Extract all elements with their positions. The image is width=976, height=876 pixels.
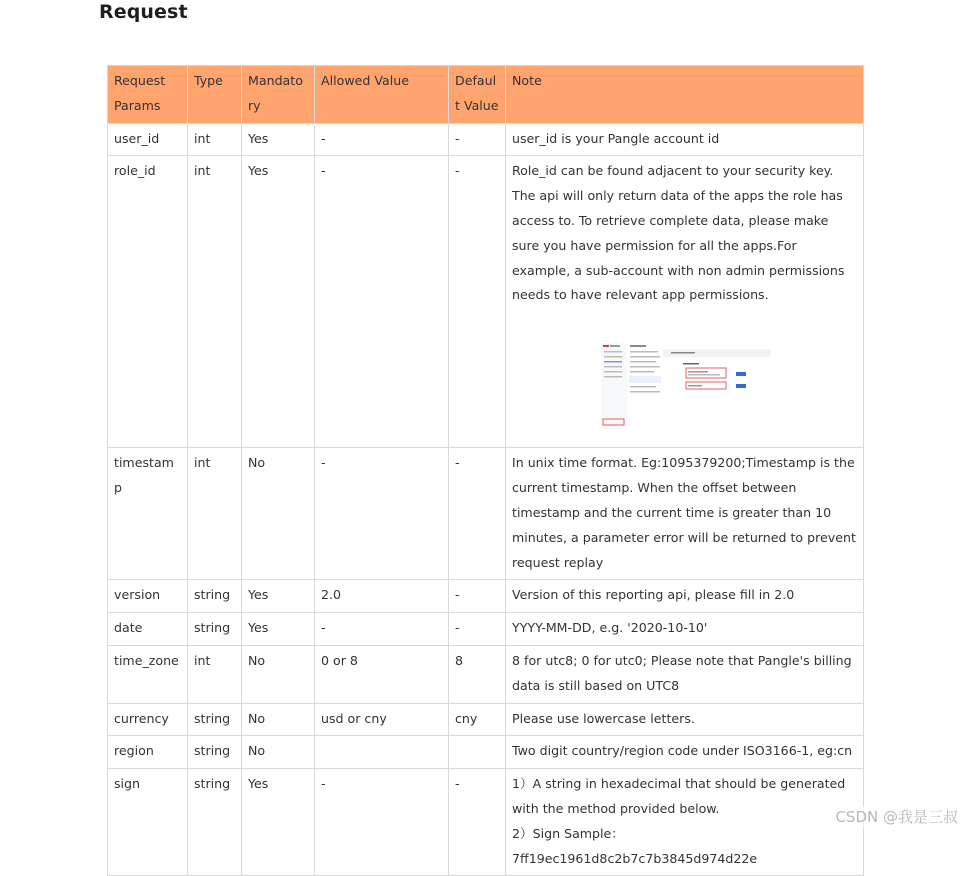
cell-type: string bbox=[188, 613, 242, 646]
request-params-table-container bbox=[107, 65, 863, 876]
cell-default-value: - bbox=[449, 156, 506, 448]
header-default-value: Default Value bbox=[449, 66, 506, 124]
table-row bbox=[108, 448, 864, 580]
table-row bbox=[108, 123, 864, 156]
cell-default-value: - bbox=[449, 448, 506, 580]
page-title: Request bbox=[99, 1, 188, 23]
cell-note: Please use lowercase letters. bbox=[506, 703, 864, 736]
cell-mandatory: No bbox=[242, 448, 315, 580]
cell-note bbox=[506, 769, 864, 876]
cell-param: currency bbox=[108, 703, 188, 736]
request-params-table bbox=[107, 65, 864, 876]
cell-type: string bbox=[188, 736, 242, 769]
cell-mandatory: Yes bbox=[242, 769, 315, 876]
table-header-row bbox=[108, 66, 864, 124]
cell-default-value: 8 bbox=[449, 645, 506, 703]
role-id-note-text: Role_id can be found adjacent to your security key. The api will only return data of the apps the role has access to. To retrieve complete data, please make sure you have permission for all the apps.For example, a sub-account with non admin permissions needs to have relevant app permissions. bbox=[512, 163, 845, 303]
table-row bbox=[108, 645, 864, 703]
cell-mandatory: Yes bbox=[242, 156, 315, 448]
cell-note: YYYY-MM-DD, e.g. '2020-10-10' bbox=[506, 613, 864, 646]
cell-default-value: - bbox=[449, 769, 506, 876]
table-row bbox=[108, 613, 864, 646]
header-note: Note bbox=[506, 66, 864, 124]
cell-allowed-value: 2.0 bbox=[315, 580, 449, 613]
csdn-watermark: CSDN @我是三叔 bbox=[835, 808, 958, 826]
sign-note-line-2: 2）Sign Sample：7ff19ec1961d8c2b7c7b3845d974d22e bbox=[512, 825, 758, 866]
cell-param: timestamp bbox=[108, 448, 188, 580]
cell-type: int bbox=[188, 156, 242, 448]
cell-mandatory: No bbox=[242, 736, 315, 769]
header-mandatory: Mandatory bbox=[242, 66, 315, 124]
cell-default-value: cny bbox=[449, 703, 506, 736]
cell-allowed-value bbox=[315, 736, 449, 769]
table-row bbox=[108, 580, 864, 613]
header-allowed-value: Allowed Value bbox=[315, 66, 449, 124]
cell-param: role_id bbox=[108, 156, 188, 448]
cell-default-value: - bbox=[449, 123, 506, 156]
cell-mandatory: Yes bbox=[242, 580, 315, 613]
cell-type: int bbox=[188, 645, 242, 703]
cell-param: region bbox=[108, 736, 188, 769]
cell-default-value: - bbox=[449, 613, 506, 646]
cell-mandatory: Yes bbox=[242, 613, 315, 646]
cell-type: string bbox=[188, 580, 242, 613]
cell-note bbox=[506, 156, 864, 448]
table-row bbox=[108, 156, 864, 448]
cell-type: string bbox=[188, 769, 242, 876]
role-id-screenshot-image bbox=[601, 341, 771, 431]
cell-default-value: - bbox=[449, 580, 506, 613]
cell-param: date bbox=[108, 613, 188, 646]
cell-note: Two digit country/region code under ISO3166-1, eg:cn bbox=[506, 736, 864, 769]
cell-allowed-value: 0 or 8 bbox=[315, 645, 449, 703]
cell-default-value bbox=[449, 736, 506, 769]
cell-mandatory: No bbox=[242, 645, 315, 703]
table-row bbox=[108, 769, 864, 876]
cell-allowed-value: - bbox=[315, 448, 449, 580]
cell-note: Version of this reporting api, please fill in 2.0 bbox=[506, 580, 864, 613]
cell-allowed-value: - bbox=[315, 123, 449, 156]
sign-note-line-1: 1）A string in hexadecimal that should be generated with the method provided below. bbox=[512, 776, 846, 816]
cell-type: int bbox=[188, 123, 242, 156]
cell-param: time_zone bbox=[108, 645, 188, 703]
cell-mandatory: No bbox=[242, 703, 315, 736]
cell-note: In unix time format. Eg:1095379200;Timestamp is the current timestamp. When the offset between timestamp and the current time is greater than 10 minutes, a parameter error will be returned to prevent request replay bbox=[506, 448, 864, 580]
table-row bbox=[108, 703, 864, 736]
cell-type: string bbox=[188, 703, 242, 736]
cell-param: sign bbox=[108, 769, 188, 876]
cell-mandatory: Yes bbox=[242, 123, 315, 156]
header-type: Type bbox=[188, 66, 242, 124]
cell-allowed-value: usd or cny bbox=[315, 703, 449, 736]
cell-allowed-value: - bbox=[315, 613, 449, 646]
cell-allowed-value: - bbox=[315, 769, 449, 876]
cell-note: user_id is your Pangle account id bbox=[506, 123, 864, 156]
cell-param: version bbox=[108, 580, 188, 613]
cell-allowed-value: - bbox=[315, 156, 449, 448]
cell-type: int bbox=[188, 448, 242, 580]
cell-note: 8 for utc8; 0 for utc0; Please note that Pangle's billing data is still based on UTC8 bbox=[506, 645, 864, 703]
table-row bbox=[108, 736, 864, 769]
cell-param: user_id bbox=[108, 123, 188, 156]
header-request-params: Request Params bbox=[108, 66, 188, 124]
